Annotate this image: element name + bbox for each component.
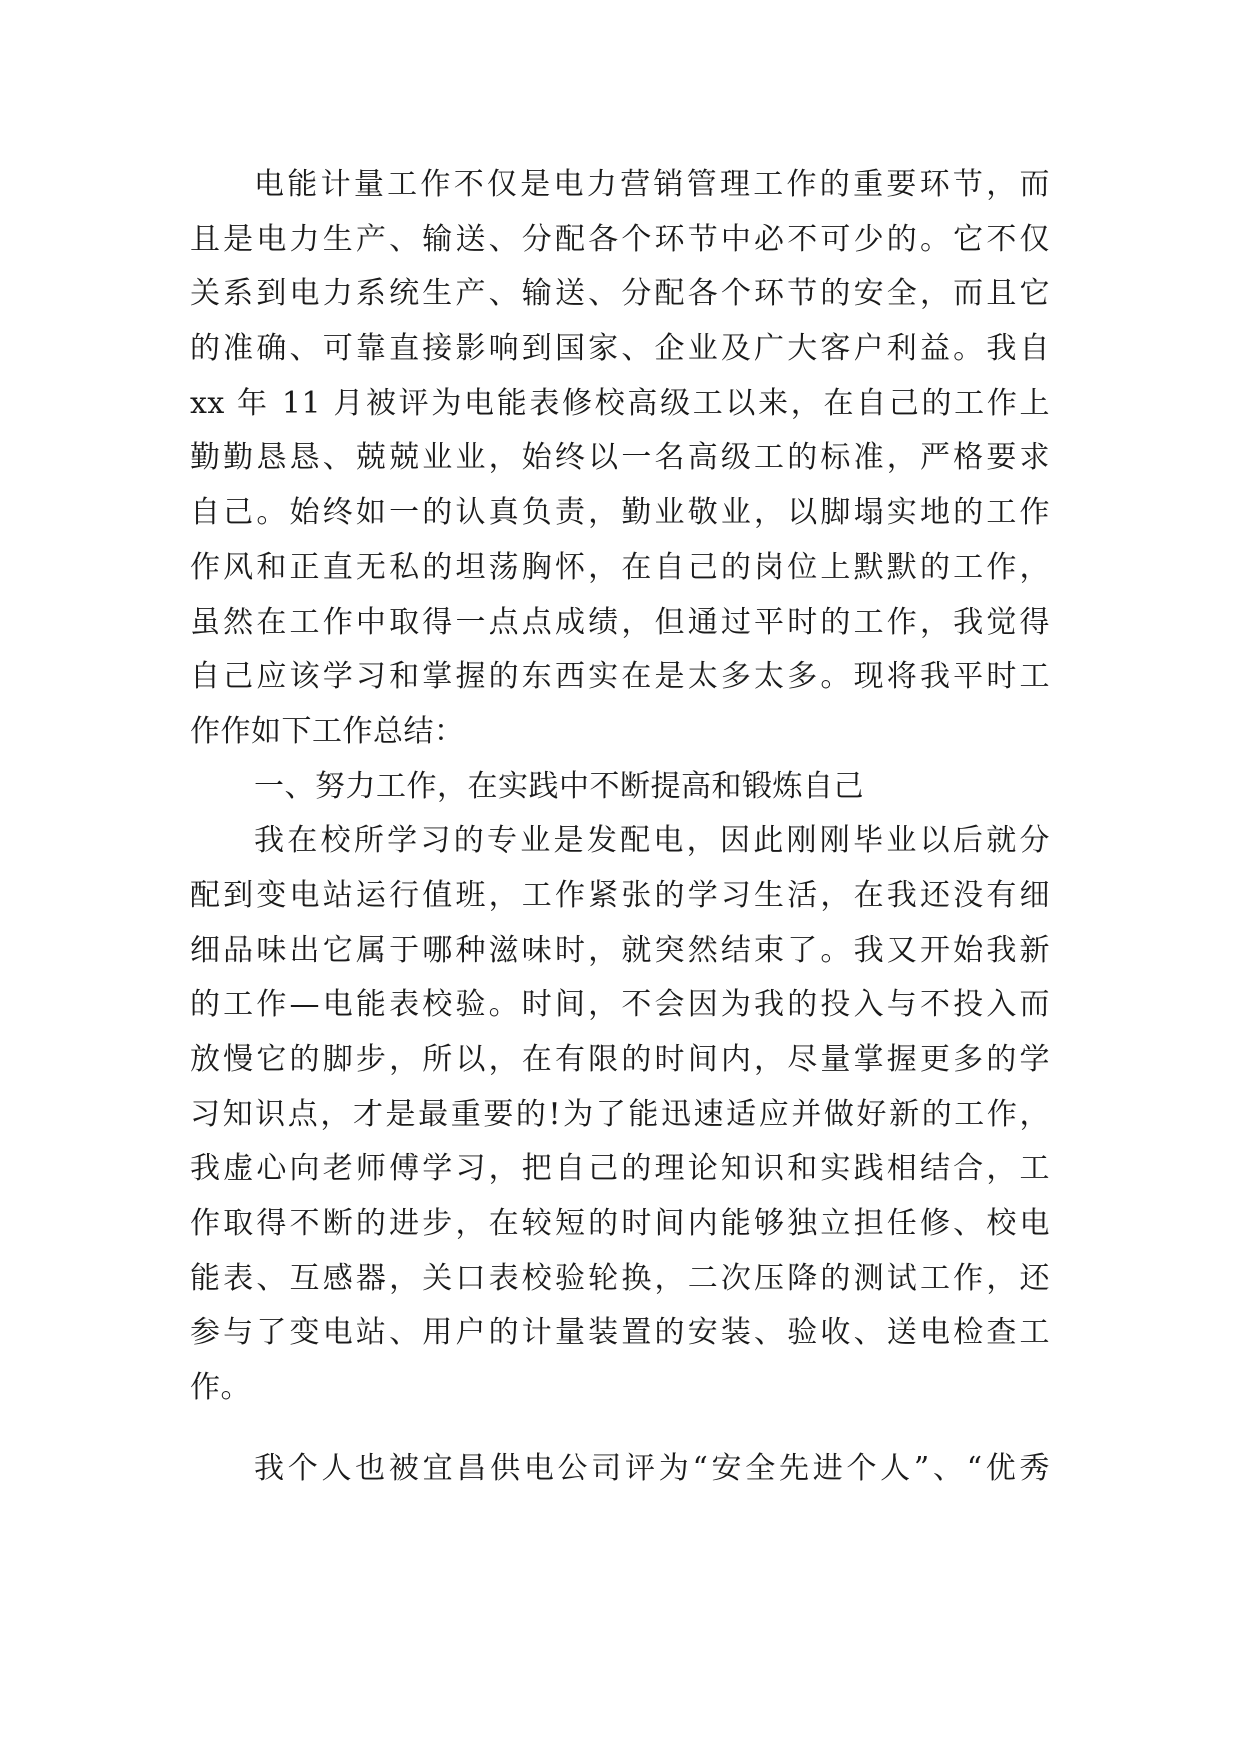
text-line: 作取得不断的进步，在较短的时间内能够独立担任修、校电	[190, 1206, 1050, 1242]
text-line: 能表、互感器，关口表校验轮换，二次压降的测试工作，还	[190, 1260, 1050, 1296]
text-line: 作风和正直无私的坦荡胸怀，在自己的岗位上默默的工作，	[190, 549, 1050, 585]
text-line: 的准确、可靠直接影响到国家、企业及广大客户利益。我自	[190, 331, 1050, 367]
text-line: 放慢它的脚步，所以，在有限的时间内，尽量掌握更多的学	[190, 1042, 1050, 1077]
text-line: 作作如下工作总结：	[190, 713, 465, 749]
text-line: 关系到电力系统生产、输送、分配各个环节的安全，而且它	[190, 276, 1050, 312]
text-line: 我个人也被宜昌供电公司评为“安全先进个人”、“优秀	[254, 1450, 1050, 1486]
section-heading: 一、努力工作，在实践中不断提高和锻炼自己	[254, 768, 864, 804]
text-line: 作。	[190, 1370, 251, 1406]
document-body	[190, 158, 1050, 1497]
text-line: 自己。始终如一的认真负责，勤业敬业，以脚塌实地的工作	[190, 495, 1050, 531]
paragraph-intro	[190, 158, 1050, 760]
text-line: 虽然在工作中取得一点点成绩，但通过平时的工作，我觉得	[190, 604, 1050, 640]
paragraph-spacer	[190, 1416, 1050, 1442]
text-line: 自己应该学习和掌握的东西实在是太多太多。现将我平时工	[190, 659, 1050, 695]
text-line: 的工作—电能表校验。时间，不会因为我的投入与不投入而	[190, 987, 1050, 1023]
text-line: 习知识点，才是最重要的!为了能迅速适应并做好新的工作，	[190, 1096, 1050, 1132]
text-line: 参与了变电站、用户的计量装置的安装、验收、送电检查工	[190, 1315, 1050, 1351]
text-line: 细品味出它属于哪种滋味时，就突然结束了。我又开始我新	[190, 932, 1050, 968]
text-line: xx 年 11 月被评为电能表修校高级工以来，在自己的工作上	[190, 385, 1050, 421]
text-line: 勤勤恳恳、兢兢业业，始终以一名高级工的标准，严格要求	[190, 440, 1050, 476]
text-line: 电能计量工作不仅是电力营销管理工作的重要环节，而	[254, 167, 1050, 202]
text-line: 我在校所学习的专业是发配电，因此刚刚毕业以后就分	[254, 823, 1050, 859]
paragraph-honors	[190, 1442, 1050, 1497]
text-line: 配到变电站运行值班，工作紧张的学习生活，在我还没有细	[190, 877, 1050, 913]
paragraph-study	[190, 814, 1050, 1416]
text-line: 我虚心向老师傅学习，把自己的理论知识和实践相结合，工	[190, 1151, 1050, 1187]
text-line: 且是电力生产、输送、分配各个环节中必不可少的。它不仅	[190, 221, 1050, 257]
